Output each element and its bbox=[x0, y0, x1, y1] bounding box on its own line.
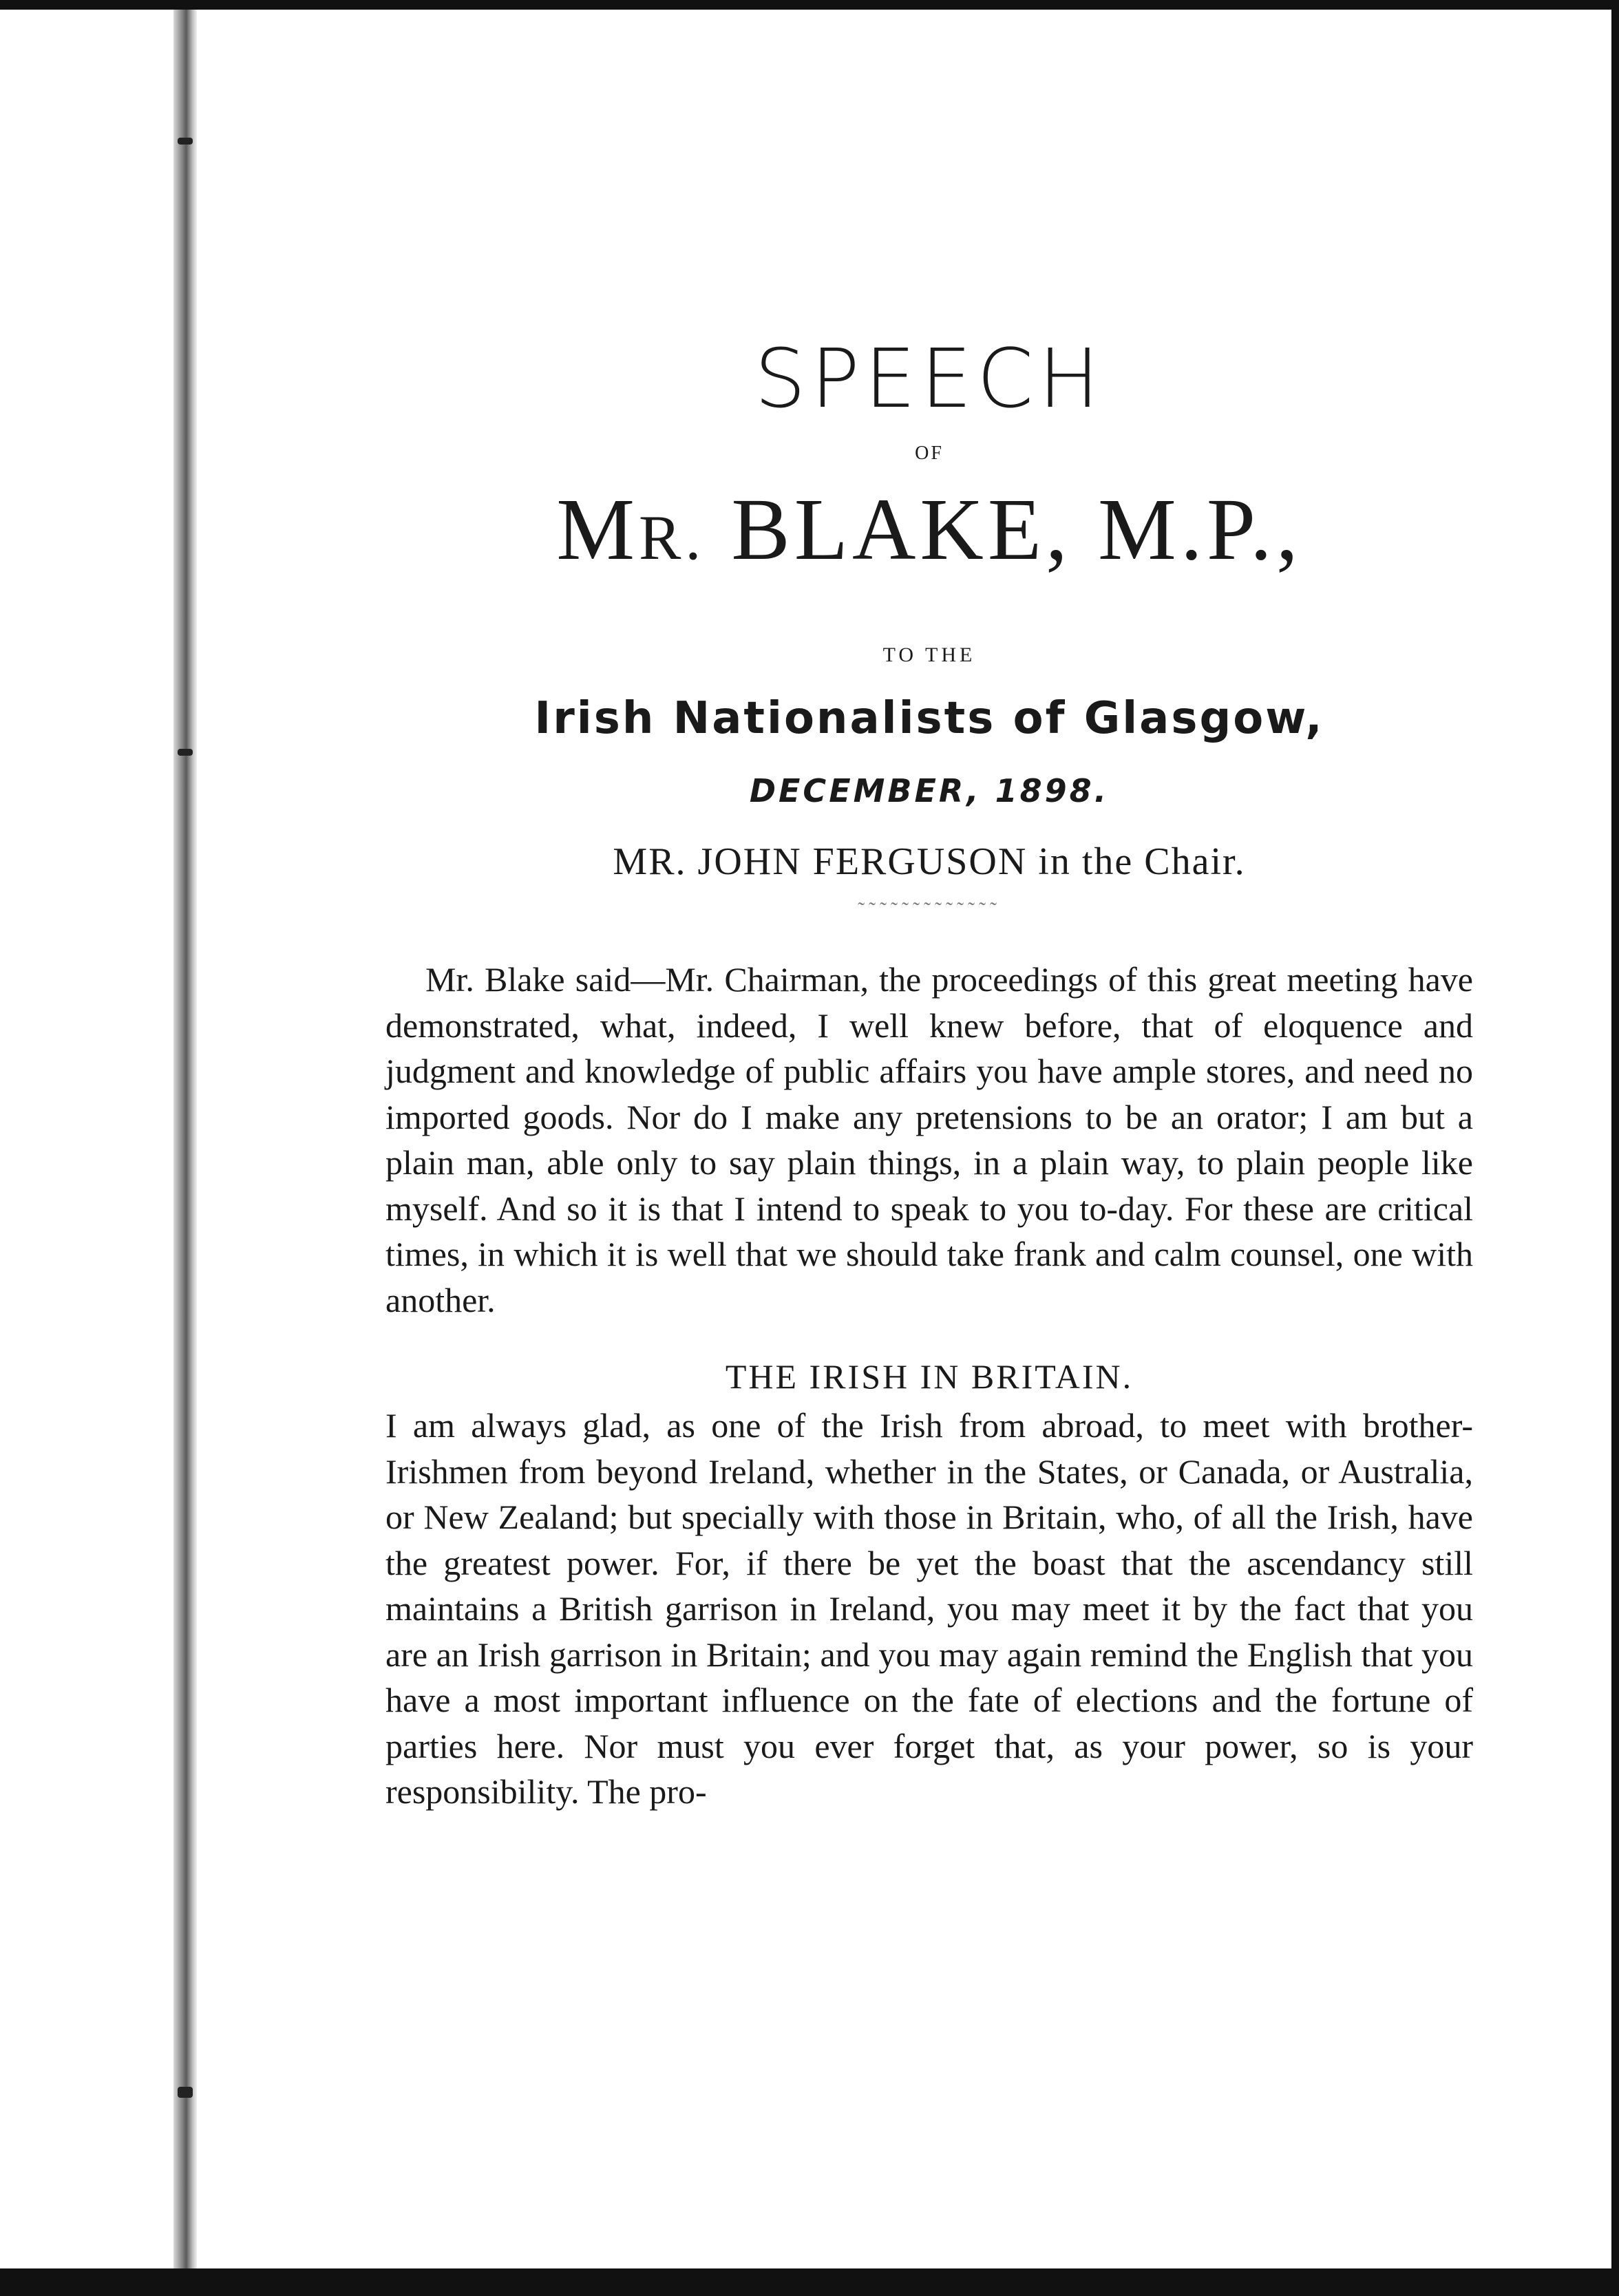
document-page bbox=[385, 303, 1473, 1815]
decorative-rule: ˜˜˜˜˜˜˜˜˜˜˜˜˜ bbox=[858, 898, 1001, 921]
section-heading: THE IRISH IN BRITAIN. bbox=[725, 1357, 1134, 1396]
to-the-label: TO THE bbox=[882, 644, 976, 666]
scan-border-top bbox=[0, 0, 1619, 10]
of-label: OF bbox=[915, 443, 944, 464]
body-paragraph-2: I am always glad, as one of the Irish from abroad, to meet with brother-Irishmen from beyond Ireland, whether in the States, or Canada, or Australia, or New Zealand; but specially with those in Britain, who, of all the Irish, have the greatest power. For, if there be yet the boast that the ascendancy still maintains a British garrison in Ireland, you may meet it by the fact that you are an Irish garrison in Britain; and you may again remind the English that you have a most important influence on the fate of elections and the fortune of parties here. Nor must you ever forget that, as your power, so is your responsibility. The pro- bbox=[385, 1406, 1473, 1811]
binding-stitch-mark bbox=[178, 138, 193, 145]
speaker-name-rest: BLAKE, M.P., bbox=[705, 480, 1302, 578]
speech-date: DECEMBER, 1898. bbox=[749, 772, 1110, 809]
audience-heading: Irish Nationalists of Glasgow, bbox=[534, 693, 1324, 744]
speaker-name-initial: M bbox=[556, 480, 639, 578]
binding-stitch-mark bbox=[178, 2087, 193, 2098]
speaker-name bbox=[385, 478, 1473, 589]
binding-stitch-mark bbox=[178, 749, 193, 756]
body-paragraph-1-text: Mr. Blake said—Mr. Chairman, the proceedings of this great meeting have demonstrated, what, indeed, I well knew before, that of eloquence and judgment and knowledge of public affairs you have ample stores, and need no imported goods. Nor do I make any pretensions to be an orator; I am but a plain man, able only to say plain things, in a plain way, to plain people like myself. And so it is that I intend to speak to you to-day. For these are critical times, in which it is well that we should take frank and calm counsel, one with another. bbox=[385, 960, 1473, 1319]
chair-line: MR. JOHN FERGUSON in the Chair. bbox=[613, 840, 1246, 883]
document-title: SPEECH bbox=[754, 331, 1105, 426]
speaker-name-smallcaps: R. bbox=[639, 502, 706, 573]
book-binding-edge bbox=[173, 10, 197, 2268]
scan-border-bottom bbox=[0, 2268, 1619, 2296]
scan-border-right bbox=[1611, 0, 1619, 2296]
body-paragraph-1 bbox=[385, 957, 1473, 1323]
